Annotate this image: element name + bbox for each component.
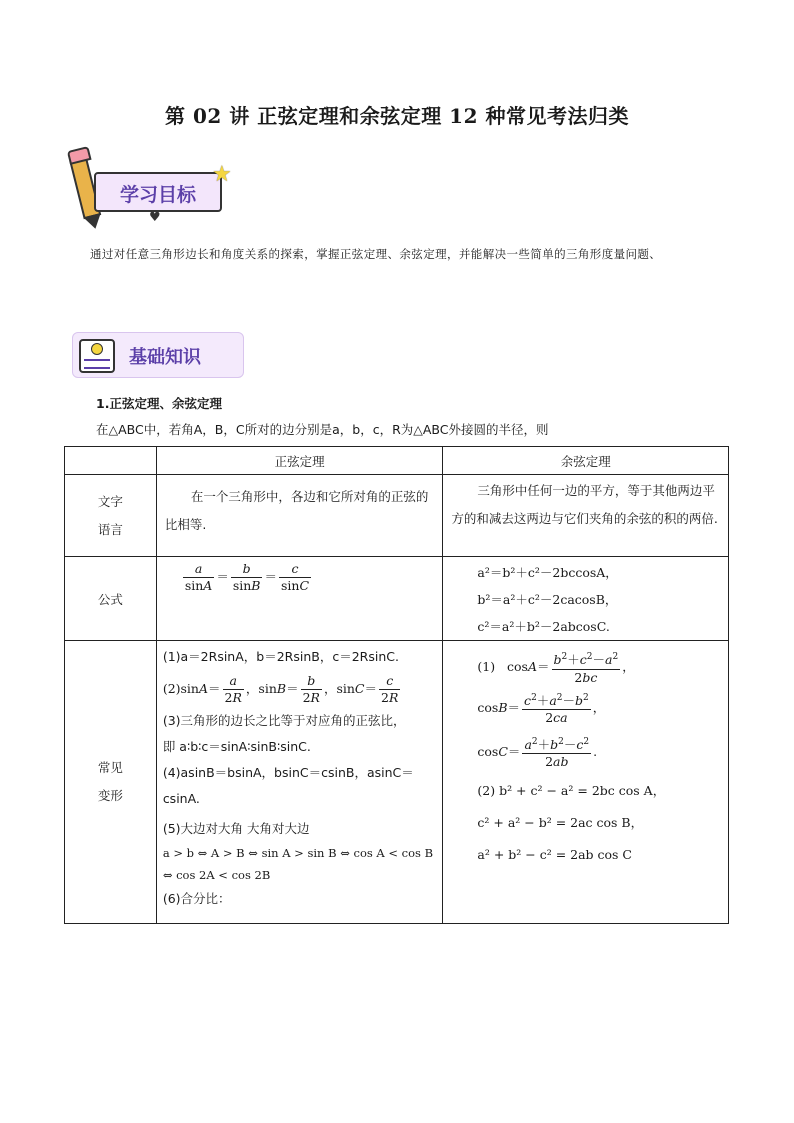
theorem-table <box>64 446 729 924</box>
heart-icon: ♥ <box>149 210 161 225</box>
sine-variant-5-chain: a > b ⇔ A > B ⇔ sin A > sin B ⇔ cos A < cos B <box>162 846 434 860</box>
sine-variant-1: (1)a＝2RsinA，b＝2RsinB，c＝2RsinC. <box>162 649 399 664</box>
sine-variant-5: (5)大边对大角 大角对大边 <box>162 821 310 836</box>
sine-variant-4b: csinA. <box>162 791 200 806</box>
basic-knowledge-badge <box>72 332 247 380</box>
row-label-text: 文字 语言 <box>65 475 157 557</box>
section-heading: 1.正弦定理、余弦定理 <box>96 396 222 411</box>
study-goal-box <box>94 172 222 212</box>
row-label-variants: 常见 变形 <box>65 641 157 924</box>
intro-paragraph: 通过对任意三角形边长和角度关系的探索，掌握正弦定理、余弦定理，并能解决一些简单的三角形度量问题、 <box>90 247 662 261</box>
sine-variants-cell <box>156 641 443 924</box>
study-goal-label: 学习目标 <box>119 184 196 206</box>
cosine-law-a: a²＝b²＋c²－2bccosA， <box>477 565 618 580</box>
cosine-text-cell: 三角形中任何一边的平方，等于其他两边平方的和减去这两边与它们夹角的余弦的积的两倍. <box>443 475 729 557</box>
study-goal-badge <box>66 150 236 230</box>
sine-variant-3a: (3)三角形的边长之比等于对应角的正弦比， <box>162 713 406 728</box>
table-row-formula <box>65 557 729 641</box>
book-lightbulb-icon <box>79 339 115 373</box>
sine-variant-6: (6)合分比： <box>162 891 231 906</box>
section-lead: 在△ABC中，若角A，B，C所对的边分别是a，b，c，R为△ABC外接圆的半径，则 <box>96 422 549 437</box>
cosine-variant-2b: c² + a² − b² = 2ac cos B， <box>477 814 644 830</box>
row-label-formula: 公式 <box>65 557 157 641</box>
cosine-variant-cosA: (1) cosA＝ $\frac{b^2+c^2-a^2}{2bc}$ ， <box>443 649 728 686</box>
sine-law-formula: $\frac{a}{\sin A}$ ＝ $\frac{b}{\sin B}$ ＝ $\frac{c}{\sin C}$ <box>184 561 310 593</box>
sine-variant-2: (2)sinA＝ $\frac{a}{2R}$ ，sinB＝ $\frac{b}{2R}$ ，sinC＝ $\frac{c}{2R}$ <box>162 673 399 705</box>
sine-variant-3b: 即 a∶b∶c＝sinA∶sinB∶sinC. <box>162 739 311 754</box>
basic-knowledge-label: 基础知识 <box>129 347 201 368</box>
sine-text-cell: 在一个三角形中，各边和它所对角的正弦的比相等. <box>156 475 443 557</box>
cosine-variant-cosC: cosC＝ $\frac{a^2+b^2-c^2}{2ab}$ . <box>443 730 728 774</box>
table-row-variants <box>65 641 729 924</box>
star-icon: ★ <box>212 162 232 187</box>
table-header-sine: 正弦定理 <box>156 447 443 475</box>
table-row-text <box>65 475 729 557</box>
sine-variant-5-chain-end: ⇔ cos 2A < cos 2B <box>162 868 271 882</box>
table-header-empty <box>65 447 157 475</box>
table-header-cosine: 余弦定理 <box>443 447 729 475</box>
cosine-formula-cell <box>443 557 729 641</box>
sine-variant-4a: (4)asinB＝bsinA，bsinC＝csinB，asinC＝ <box>162 765 414 780</box>
cosine-variant-cosB: cosB＝ $\frac{c^2+a^2-b^2}{2ca}$ ， <box>443 686 728 730</box>
table-header-row <box>65 447 729 475</box>
cosine-variant-2c: a² + b² − c² = 2ab cos C <box>477 846 632 862</box>
cosine-variants-cell <box>443 641 729 924</box>
cosine-law-b: b²＝a²＋c²－2cacosB， <box>477 592 618 607</box>
page-title: 第 02 讲 正弦定理和余弦定理 12 种常见考法归类 <box>165 104 629 128</box>
basic-knowledge-box <box>72 332 244 378</box>
cosine-variant-2a: (2) b² + c² − a² = 2bc cos A， <box>477 782 666 798</box>
sine-formula-cell <box>156 557 443 641</box>
cosine-law-c: c²＝a²＋b²－2abcosC. <box>477 619 610 634</box>
